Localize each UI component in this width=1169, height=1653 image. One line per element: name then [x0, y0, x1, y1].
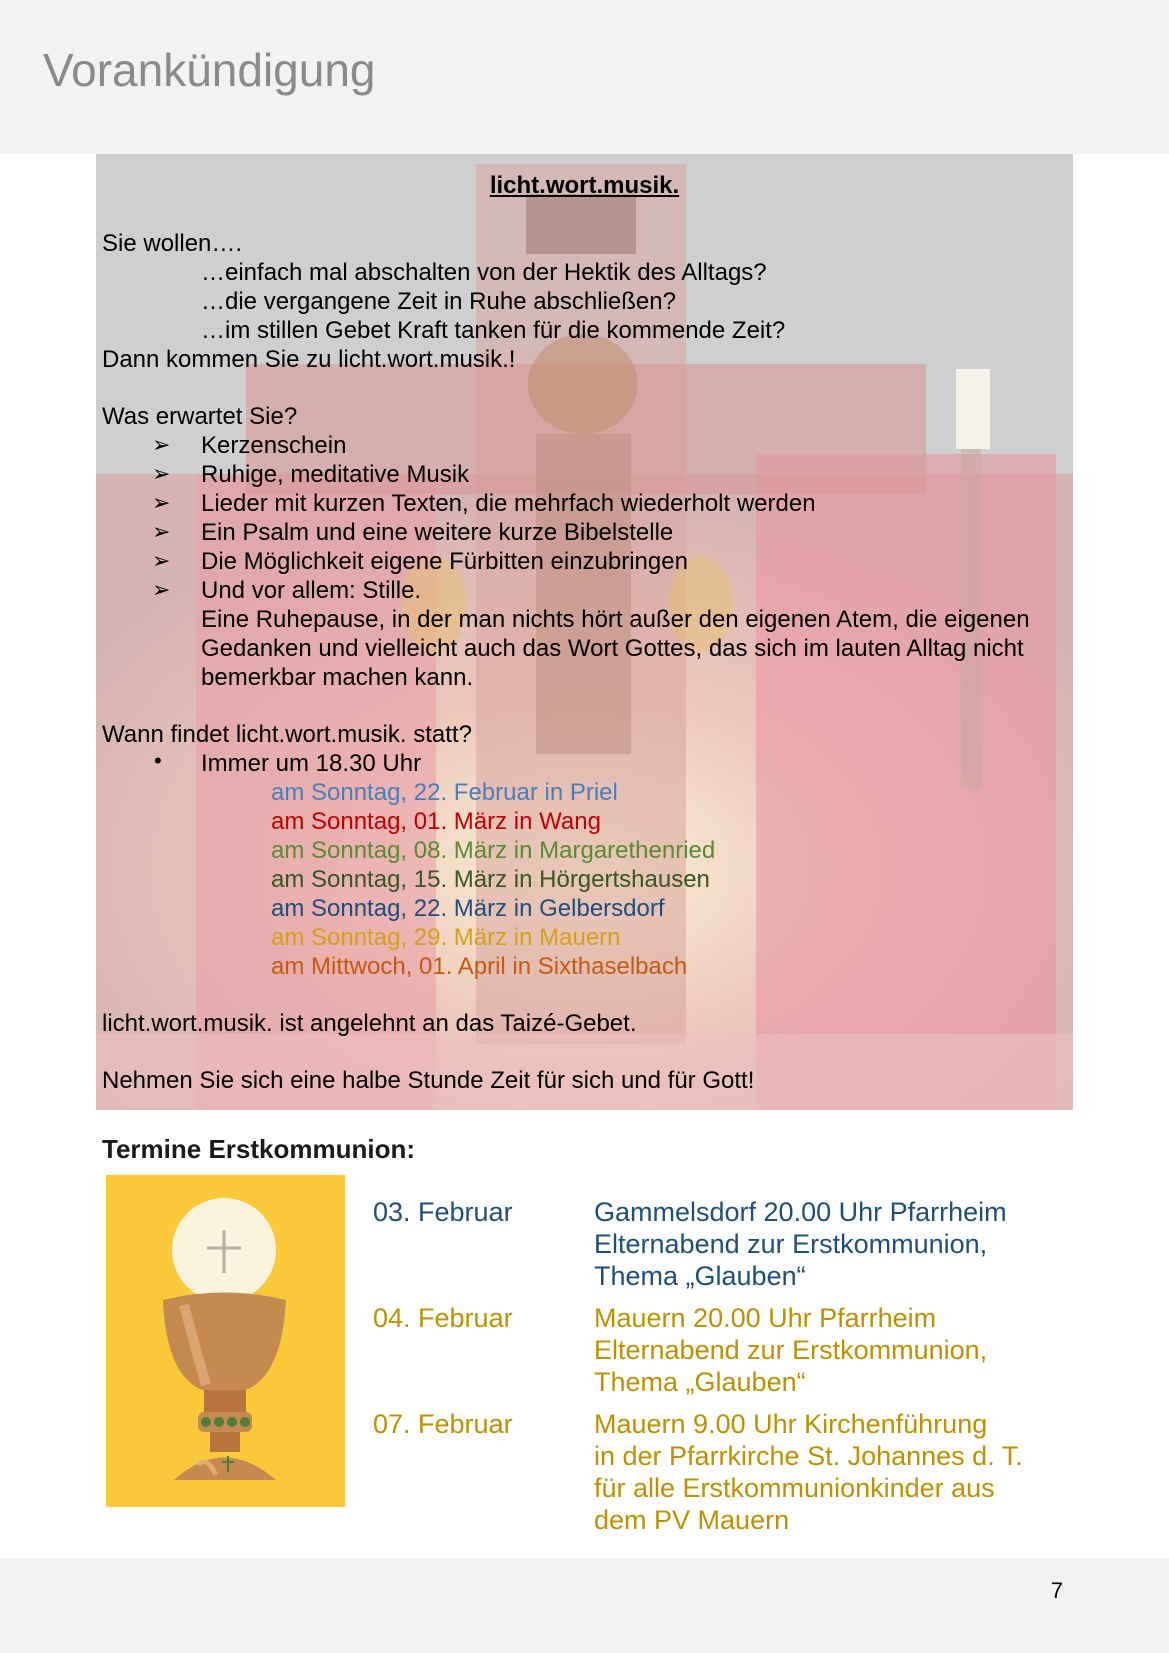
bullet-dot-icon: •: [154, 748, 162, 773]
invite-text: Dann kommen Sie zu licht.wort.musik.!: [102, 346, 516, 373]
expect-item: Kerzenschein: [201, 432, 347, 459]
arrow-bullet-icon: ➢: [152, 490, 171, 515]
event-date: 03. Februar: [373, 1197, 513, 1227]
event-detail-line: Elternabend zur Erstkommunion,: [594, 1335, 988, 1365]
date-line: am Sonntag, 29. März in Mauern: [271, 924, 621, 951]
time-text: Immer um 18.30 Uhr: [201, 750, 422, 777]
wish-line: …im stillen Gebet Kraft tanken für die kommende Zeit?: [201, 317, 786, 344]
event-detail-line: Elternabend zur Erstkommunion,: [594, 1229, 988, 1259]
event-detail-line: Mauern 9.00 Uhr Kirchenführung: [594, 1409, 988, 1439]
date-line: am Sonntag, 01. März in Wang: [271, 808, 601, 835]
page-title: Vorankündigung: [43, 44, 376, 96]
event-date: 07. Februar: [373, 1409, 513, 1439]
date-line: am Sonntag, 08. März in Margarethenried: [271, 837, 716, 864]
event-detail-line: Thema „Glauben“: [594, 1261, 806, 1291]
stille-text-line: Gedanken und vielleicht auch das Wort Gottes, das sich im lauten Alltag nicht: [201, 635, 1024, 662]
event-detail-line: dem PV Mauern: [594, 1505, 790, 1535]
chalice-icon: [106, 1175, 345, 1507]
closing-text: Nehmen Sie sich eine halbe Stunde Zeit für sich und für Gott!: [102, 1067, 755, 1094]
expect-item: Die Möglichkeit eigene Fürbitten einzubringen: [201, 548, 688, 575]
arrow-bullet-icon: ➢: [152, 432, 171, 457]
event-detail-line: in der Pfarrkirche St. Johannes d. T.: [594, 1441, 1023, 1471]
expect-item: Und vor allem: Stille.: [201, 577, 422, 604]
expect-heading: Was erwartet Sie?: [102, 403, 298, 430]
wish-line: …die vergangene Zeit in Ruhe abschließen?: [201, 288, 676, 315]
expect-item: Ein Psalm und eine weitere kurze Bibelstelle: [201, 519, 674, 546]
date-line: am Sonntag, 15. März in Hörgertshausen: [271, 866, 710, 893]
stille-text-line: Eine Ruhepause, in der man nichts hört außer den eigenen Atem, die eigenen: [201, 606, 1030, 633]
expect-item: Lieder mit kurzen Texten, die mehrfach wiederholt werden: [201, 490, 816, 517]
expect-item: Ruhige, meditative Musik: [201, 461, 470, 488]
event-detail-line: Mauern 20.00 Uhr Pfarrheim: [594, 1303, 937, 1333]
announcement-title: licht.wort.musik.: [489, 172, 680, 199]
footer-band: [0, 1558, 1169, 1653]
intro-text: Sie wollen….: [102, 230, 243, 257]
event-detail-line: Gammelsdorf 20.00 Uhr Pfarrheim: [594, 1197, 1007, 1227]
date-line: am Sonntag, 22. Februar in Priel: [271, 779, 618, 806]
event-detail-line: Thema „Glauben“: [594, 1367, 806, 1397]
taize-text: licht.wort.musik. ist angelehnt an das Taizé-Gebet.: [102, 1010, 637, 1037]
erstkommunion-title: Termine Erstkommunion:: [102, 1134, 416, 1164]
stille-text-line: bemerkbar machen kann.: [201, 664, 474, 691]
date-line: am Sonntag, 22. März in Gelbersdorf: [271, 895, 665, 922]
chalice-illustration: [106, 1175, 345, 1507]
when-heading: Wann findet licht.wort.musik. statt?: [102, 721, 472, 748]
event-detail-line: für alle Erstkommunionkinder aus: [594, 1473, 995, 1503]
page-number: 7: [1050, 1578, 1063, 1603]
arrow-bullet-icon: ➢: [152, 519, 171, 544]
date-line: am Mittwoch, 01. April in Sixthaselbach: [271, 953, 688, 980]
wish-line: …einfach mal abschalten von der Hektik des Alltags?: [201, 259, 767, 286]
arrow-bullet-icon: ➢: [152, 577, 171, 602]
arrow-bullet-icon: ➢: [152, 548, 171, 573]
arrow-bullet-icon: ➢: [152, 461, 171, 486]
event-date: 04. Februar: [373, 1303, 513, 1333]
announcement-panel: [96, 154, 1073, 1110]
